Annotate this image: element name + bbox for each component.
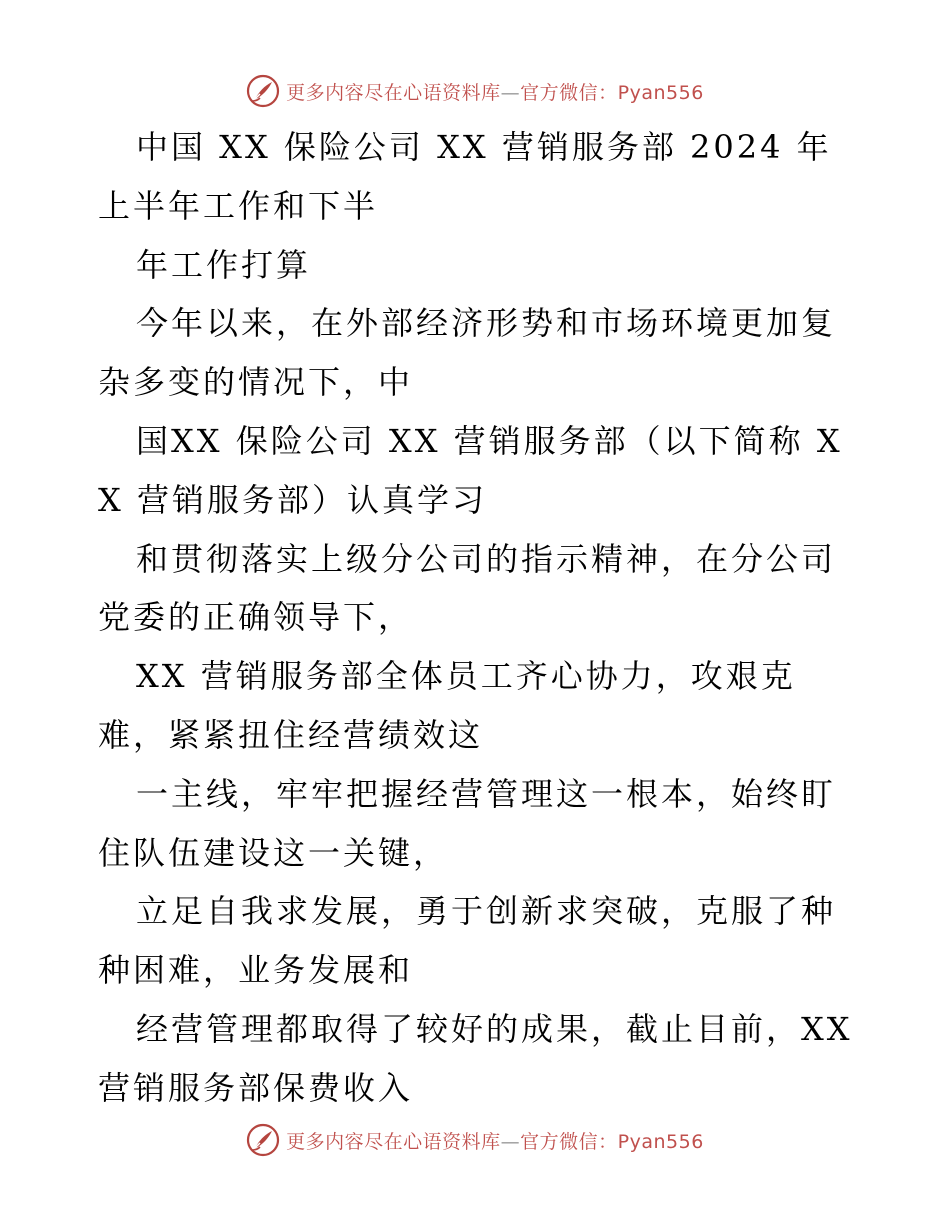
paragraph: 经营管理都取得了较好的成果，截止目前，XX 营销服务部保费收入 — [98, 1009, 866, 1107]
paragraph: 立足自我求发展，勇于创新求突破，克服了种种困难，业务发展和 — [98, 892, 837, 990]
watermark-site-name: 更多内容尽在心语资料库 — [286, 81, 501, 104]
quill-pen-logo-icon — [246, 74, 280, 108]
watermark-contact: 官方微信：Pyan556 — [520, 1130, 704, 1153]
watermark-separator: — — [500, 1130, 521, 1153]
watermark-banner-top — [0, 71, 950, 111]
paragraph: 和贯彻落实上级分公司的指示精神，在分公司党委的正确领导下， — [98, 539, 837, 637]
watermark-site-name: 更多内容尽在心语资料库 — [286, 1130, 501, 1153]
paragraph: 国XX 保险公司 XX 营销服务部（以下简称 XX 营销服务部）认真学习 — [98, 421, 843, 519]
paragraph-title-continued: 年工作打算 — [136, 245, 312, 284]
watermark-separator: — — [500, 81, 521, 104]
document-body — [98, 118, 866, 1118]
paragraph: XX 营销服务部全体员工齐心协力，攻艰克难，紧紧扭住经营绩效这 — [98, 657, 796, 754]
watermark-contact: 官方微信：Pyan556 — [520, 81, 704, 104]
quill-pen-logo-icon — [246, 1123, 280, 1157]
paragraph: 一主线，牢牢把握经营管理这一根本，始终盯住队伍建设这一关键， — [98, 774, 837, 872]
paragraph: 今年以来，在外部经济形势和市场环境更加复杂多变的情况下，中 — [98, 304, 837, 402]
watermark-banner-bottom — [0, 1120, 950, 1160]
watermark-text — [286, 78, 704, 105]
watermark-text — [286, 1127, 704, 1154]
paragraph-title: 中国 XX 保险公司 XX 营销服务部 2024 年上半年工作和下半 — [98, 128, 832, 225]
